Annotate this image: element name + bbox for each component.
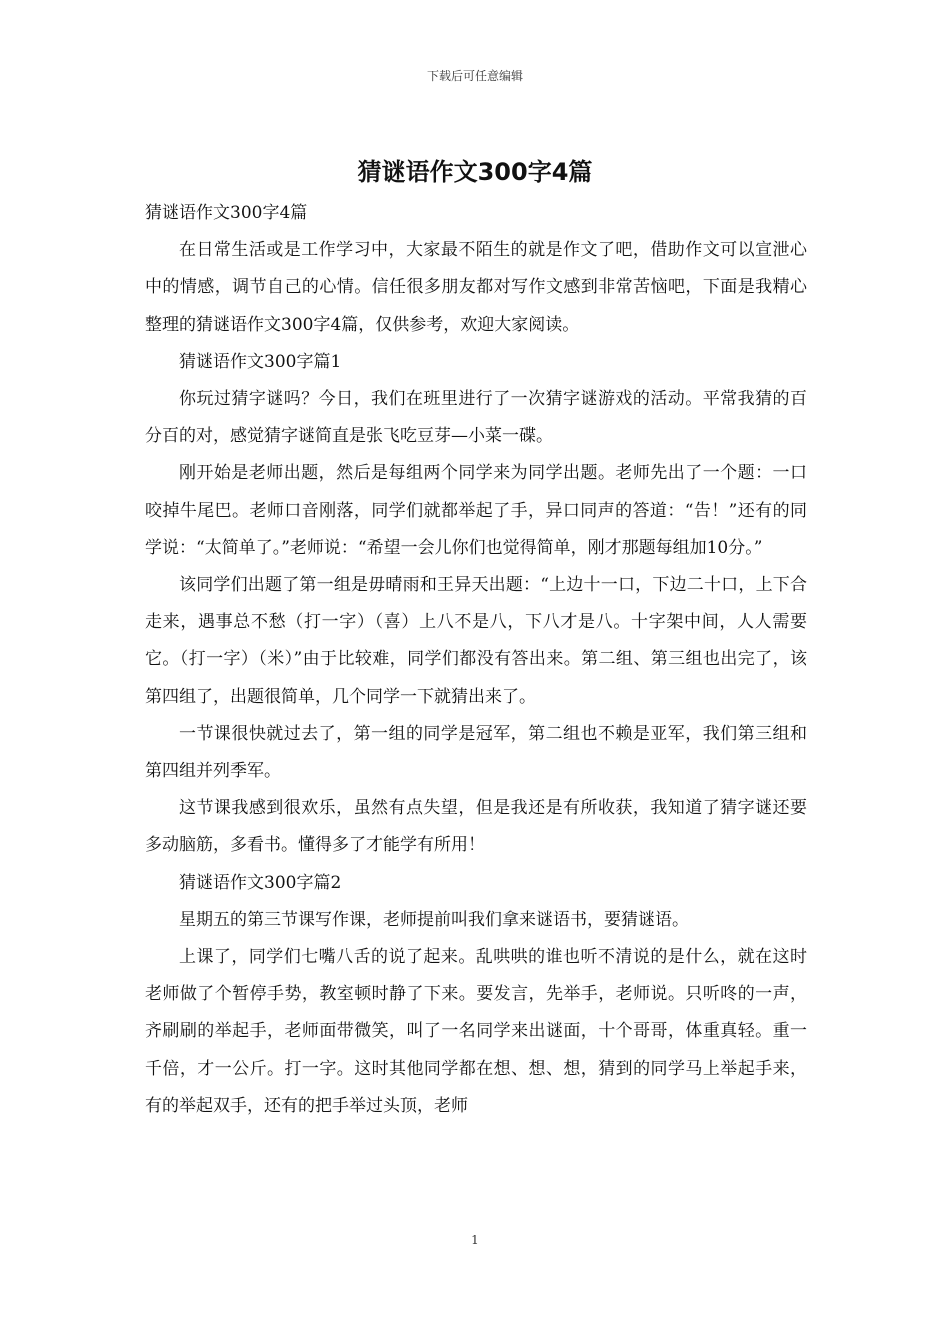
paragraph: 该同学们出题了第一组是毋晴雨和王异天出题：“上边十一口，下边二十口，上下合走来，遇事总不愁（打一字）（喜）上八不是八，下八才是八。十字架中间，人人需要它。（打一字）（米）”由于比较难，同学们都没有答出来。第二组、第三组也出完了，该第四组了，出题很简单，几个同学一下就猜出来了。 (145, 575, 807, 707)
section-heading-2: 猜谜语作文300字篇2 (179, 872, 342, 893)
document-body (145, 195, 807, 1125)
section-heading-1: 猜谜语作文300字篇1 (179, 351, 342, 372)
paragraph: 一节课很快就过去了，第一组的同学是冠军，第二组也不赖是亚军，我们第三组和第四组并列季军。 (145, 723, 807, 782)
subtitle-line: 猜谜语作文300字4篇 (145, 203, 308, 223)
paragraph: 星期五的第三节课写作课，老师提前叫我们拿来谜语书，要猜谜语。 (179, 909, 689, 930)
intro-paragraph: 在日常生活或是工作学习中，大家最不陌生的就是作文了吧，借助作文可以宣泄心中的情感，调节自己的心情。信任很多朋友都对写作文感到非常苦恼吧，下面是我精心整理的猜谜语作文300字4篇，仅供参考，欢迎大家阅读。 (145, 240, 807, 335)
header-note: 下载后可任意编辑 (426, 69, 523, 83)
document-title: 猜谜语作文300字4篇 (357, 158, 593, 186)
paragraph: 这节课我感到很欢乐，虽然有点失望，但是我还是有所收获，我知道了猜字谜还要多动脑筋，多看书。懂得多了才能学有所用！ (145, 798, 807, 856)
paragraph: 你玩过猜字谜吗？今日，我们在班里进行了一次猜字谜游戏的活动。平常我猜的百分百的对，感觉猜字谜简直是张飞吃豆芽—小菜一碟。 (145, 389, 807, 447)
paragraph: 上课了，同学们七嘴八舌的说了起来。乱哄哄的谁也听不清说的是什么，就在这时老师做了个暂停手势，教室顿时静了下来。要发言，先举手，老师说。只听咚的一声，齐刷刷的举起手，老师面带微笑，叫了一名同学来出谜面，十个哥哥，体重真轻。重一千倍，才一公斤。打一字。这时其他同学都在想、想、想，猜到的同学马上举起手来，有的举起双手，还有的把手举过头顶，老师 (145, 947, 807, 1116)
page-number: 1 (471, 1233, 479, 1247)
paragraph: 刚开始是老师出题，然后是每组两个同学来为同学出题。老师先出了一个题：一口咬掉牛尾巴。老师口音刚落，同学们就都举起了手，异口同声的答道：“告！”还有的同学说：“太简单了。”老师说：“希望一会儿你们也觉得简单，刚才那题每组加10分。” (145, 463, 807, 558)
